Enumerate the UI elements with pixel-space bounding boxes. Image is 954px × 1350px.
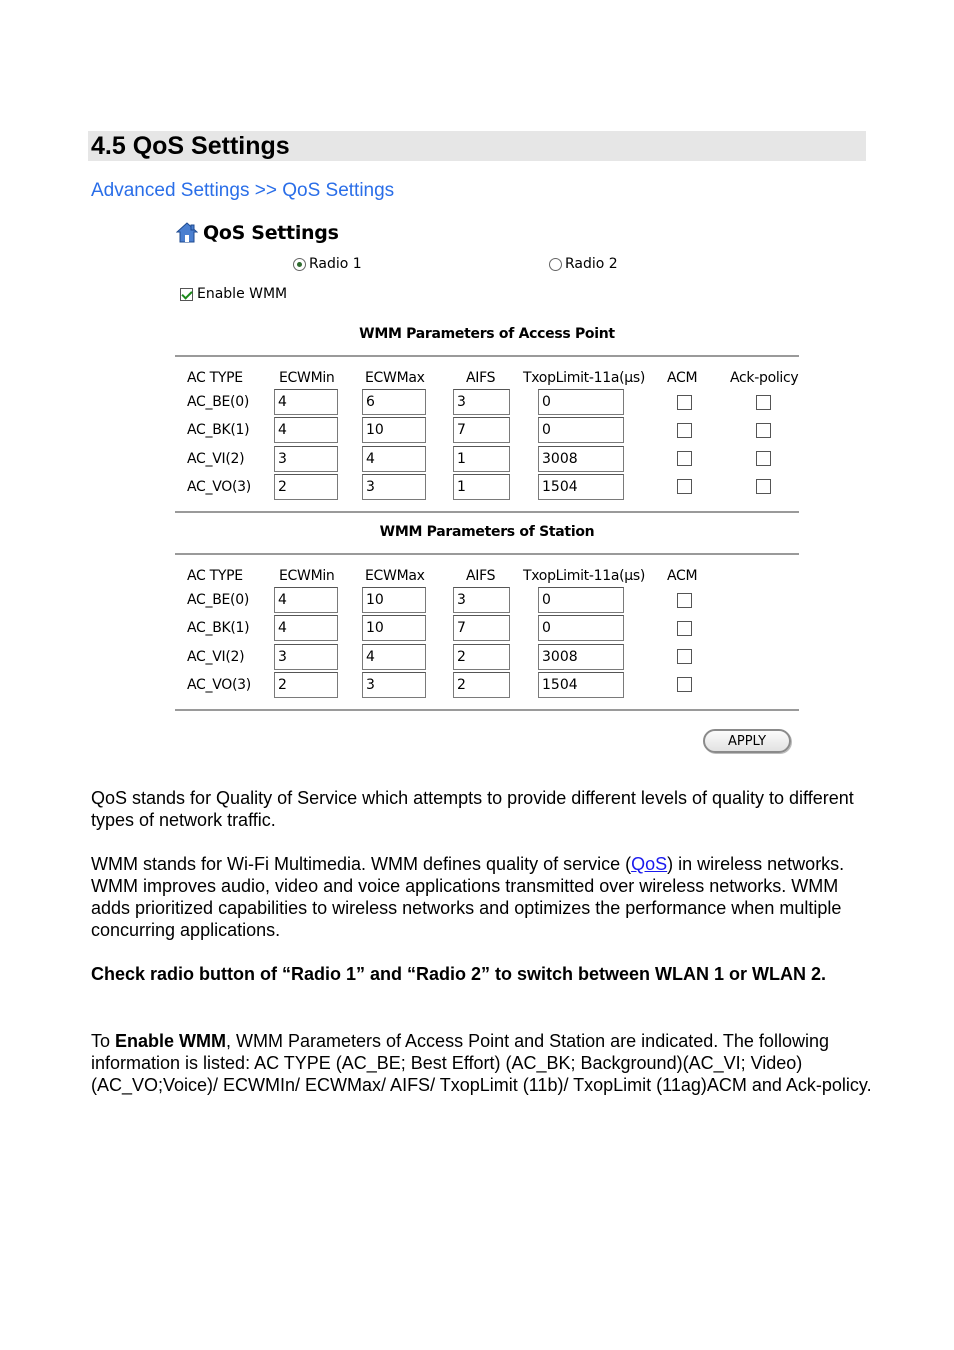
- sta-group-bottom-divider: [175, 709, 799, 711]
- ecwmin-input[interactable]: [274, 446, 338, 472]
- ecwmin-cell: [274, 671, 338, 699]
- enable-wmm-option[interactable]: [180, 286, 287, 302]
- radio-2-option[interactable]: [549, 256, 618, 272]
- ecwmin-cell: [274, 586, 338, 614]
- table-row: [172, 388, 808, 416]
- txop-input[interactable]: [538, 446, 624, 472]
- panel-title-text: QoS Settings: [203, 222, 339, 244]
- acm-cell: [676, 586, 692, 614]
- sta-group-title: WMM Parameters of Station: [379, 524, 595, 540]
- ac-type-label: AC_BE(0): [187, 592, 249, 608]
- column-header: Ack-policy: [730, 370, 799, 386]
- ac-type-label: AC_VO(3): [187, 478, 251, 495]
- ecwmax-cell: [362, 388, 426, 416]
- aifs-input[interactable]: [453, 672, 510, 698]
- breadcrumb-parent[interactable]: Advanced Settings: [91, 180, 250, 201]
- txop-cell: [538, 388, 624, 416]
- aifs-input[interactable]: [453, 474, 510, 500]
- ecwmax-input[interactable]: [362, 417, 426, 443]
- txop-input[interactable]: [538, 417, 624, 443]
- radio-1-label: Radio 1: [309, 256, 362, 272]
- acm-checkbox[interactable]: [677, 451, 692, 466]
- ap-group-bottom-divider: [175, 511, 799, 513]
- wmm-text-start: WMM stands for Wi-Fi Multimedia. WMM defines quality of service (: [91, 854, 632, 874]
- ac-type-label: AC_VI(2): [187, 450, 245, 467]
- paragraph-qos-definition: QoS stands for Quality of Service which attempts to provide different levels of quality to different types of network traffic.: [91, 788, 854, 830]
- enable-text-end: , WMM Parameters of Access Point and Station are indicated. The following information is listed: AC TYPE (AC_BE; Best Effort) (AC_BK; Background)(AC_VI; Video)(AC_VO;Voice)/ ECWMIn/ ECWMax/ AIFS/ TxopLimit (11b)/ TxopLimit (11ag)ACM and Ack-policy.: [91, 1031, 872, 1095]
- radio-1-button[interactable]: [293, 258, 306, 271]
- ecwmax-input[interactable]: [362, 587, 426, 613]
- aifs-input[interactable]: [453, 446, 510, 472]
- txop-input[interactable]: [538, 474, 624, 500]
- ecwmin-cell: [274, 445, 338, 473]
- radio-1-option[interactable]: [293, 256, 362, 272]
- acm-checkbox[interactable]: [677, 677, 692, 692]
- txop-input[interactable]: [538, 644, 624, 670]
- txop-input[interactable]: [538, 389, 624, 415]
- ap-group-top-divider: [175, 355, 799, 357]
- ecwmax-input[interactable]: [362, 672, 426, 698]
- ecwmin-cell: [274, 643, 338, 671]
- ecwmax-input[interactable]: [362, 615, 426, 641]
- table-row: [172, 614, 808, 642]
- aifs-cell: [453, 473, 510, 501]
- acm-cell: [676, 614, 692, 642]
- radio-2-label: Radio 2: [565, 256, 618, 272]
- table-row: [172, 416, 808, 444]
- apply-button[interactable]: APPLY: [703, 729, 791, 753]
- acm-checkbox[interactable]: [677, 423, 692, 438]
- ecwmax-input[interactable]: [362, 446, 426, 472]
- column-header: ACM: [667, 370, 698, 386]
- aifs-cell: [453, 586, 510, 614]
- table-row: [172, 473, 808, 501]
- txop-cell: [538, 671, 624, 699]
- column-header: AC TYPE: [187, 568, 243, 584]
- acm-cell: [676, 416, 692, 444]
- ecwmin-input[interactable]: [274, 587, 338, 613]
- ecwmin-cell: [274, 388, 338, 416]
- paragraph-wmm-definition: [91, 853, 876, 941]
- enable-wmm-bold: Enable WMM: [115, 1031, 227, 1051]
- qos-settings-panel: [172, 208, 808, 764]
- ack-policy-checkbox[interactable]: [756, 423, 771, 438]
- aifs-input[interactable]: [453, 587, 510, 613]
- acm-checkbox[interactable]: [677, 649, 692, 664]
- ac-type-label: AC_VI(2): [187, 648, 245, 665]
- aifs-cell: [453, 388, 510, 416]
- column-header: ECWMax: [365, 568, 425, 584]
- breadcrumb-separator: >>: [254, 180, 277, 201]
- qos-link[interactable]: QoS: [631, 854, 668, 874]
- ecwmin-input[interactable]: [274, 474, 338, 500]
- ecwmin-cell: [274, 473, 338, 501]
- ecwmax-input[interactable]: [362, 389, 426, 415]
- table-row: [172, 586, 808, 614]
- ack-cell: [755, 445, 771, 473]
- enable-wmm-label: Enable WMM: [197, 286, 288, 302]
- ecwmin-input[interactable]: [274, 389, 338, 415]
- ecwmax-cell: [362, 614, 426, 642]
- ack-cell: [755, 473, 771, 501]
- txop-cell: [538, 445, 624, 473]
- panel-title: [176, 220, 339, 246]
- acm-cell: [676, 473, 692, 501]
- ack-policy-checkbox[interactable]: [756, 479, 771, 494]
- aifs-cell: [453, 416, 510, 444]
- column-header: AIFS: [466, 568, 496, 584]
- ap-group-title: WMM Parameters of Access Point: [359, 326, 615, 342]
- txop-input[interactable]: [538, 672, 624, 698]
- ecwmax-cell: [362, 643, 426, 671]
- column-header: ECWMin: [279, 370, 335, 386]
- aifs-input[interactable]: [453, 644, 510, 670]
- txop-cell: [538, 473, 624, 501]
- ecwmax-cell: [362, 586, 426, 614]
- column-header: ACM: [667, 568, 698, 584]
- column-header: ECWMax: [365, 370, 425, 386]
- breadcrumb: [91, 180, 394, 202]
- sta-group-top-divider: [175, 553, 799, 555]
- ac-type-label: AC_BE(0): [187, 394, 249, 410]
- txop-input[interactable]: [538, 587, 624, 613]
- ecwmin-input[interactable]: [274, 644, 338, 670]
- table-row: [172, 643, 808, 671]
- txop-cell: [538, 643, 624, 671]
- column-header: TxopLimit-11a(µs): [523, 568, 646, 584]
- table-row: [172, 671, 808, 699]
- acm-cell: [676, 445, 692, 473]
- ac-type-label: AC_BK(1): [187, 422, 250, 439]
- ecwmin-cell: [274, 614, 338, 642]
- acm-checkbox[interactable]: [677, 395, 692, 410]
- ac-type-label: AC_VO(3): [187, 676, 251, 693]
- ack-policy-checkbox[interactable]: [756, 395, 771, 410]
- acm-cell: [676, 388, 692, 416]
- aifs-cell: [453, 614, 510, 642]
- ecwmin-input[interactable]: [274, 672, 338, 698]
- ecwmin-cell: [274, 416, 338, 444]
- ack-cell: [755, 416, 771, 444]
- acm-checkbox[interactable]: [677, 593, 692, 608]
- radio-2-button[interactable]: [549, 258, 562, 271]
- ecwmax-cell: [362, 473, 426, 501]
- ecwmax-cell: [362, 416, 426, 444]
- txop-input[interactable]: [538, 615, 624, 641]
- acm-cell: [676, 643, 692, 671]
- aifs-input[interactable]: [453, 389, 510, 415]
- column-header: AC TYPE: [187, 370, 243, 386]
- ecwmin-input[interactable]: [274, 417, 338, 443]
- aifs-cell: [453, 445, 510, 473]
- ecwmax-input[interactable]: [362, 644, 426, 670]
- paragraph-radio-instruction: Check radio button of “Radio 1” and “Radio 2” to switch between WLAN 1 or WLAN 2.: [91, 964, 827, 984]
- ac-type-label: AC_BK(1): [187, 620, 250, 637]
- acm-cell: [676, 671, 692, 699]
- ack-policy-checkbox[interactable]: [756, 451, 771, 466]
- home-icon: [176, 222, 198, 244]
- ecwmin-input[interactable]: [274, 615, 338, 641]
- ecwmax-input[interactable]: [362, 474, 426, 500]
- section-title: 4.5 QoS Settings: [88, 131, 866, 161]
- paragraph-enable-wmm: [91, 1030, 876, 1096]
- table-row: [172, 445, 808, 473]
- column-header: TxopLimit-11a(µs): [523, 370, 646, 386]
- aifs-cell: [453, 643, 510, 671]
- acm-checkbox[interactable]: [677, 621, 692, 636]
- wmm-text-end: ) in wireless networks. WMM improves audio, video and voice applications transmitted over wireless networks. WMM adds prioritized capabilities to wireless networks and optimizes the performance when multiple concurring applications.: [91, 854, 845, 940]
- txop-cell: [538, 416, 624, 444]
- ecwmax-cell: [362, 671, 426, 699]
- txop-cell: [538, 586, 624, 614]
- acm-checkbox[interactable]: [677, 479, 692, 494]
- ecwmax-cell: [362, 445, 426, 473]
- ack-cell: [755, 388, 771, 416]
- enable-wmm-checkbox[interactable]: [180, 288, 193, 301]
- enable-text-start: To: [91, 1031, 116, 1051]
- aifs-input[interactable]: [453, 417, 510, 443]
- txop-cell: [538, 614, 624, 642]
- column-header: AIFS: [466, 370, 496, 386]
- column-header: ECWMin: [279, 568, 335, 584]
- aifs-input[interactable]: [453, 615, 510, 641]
- aifs-cell: [453, 671, 510, 699]
- breadcrumb-current[interactable]: QoS Settings: [282, 180, 395, 201]
